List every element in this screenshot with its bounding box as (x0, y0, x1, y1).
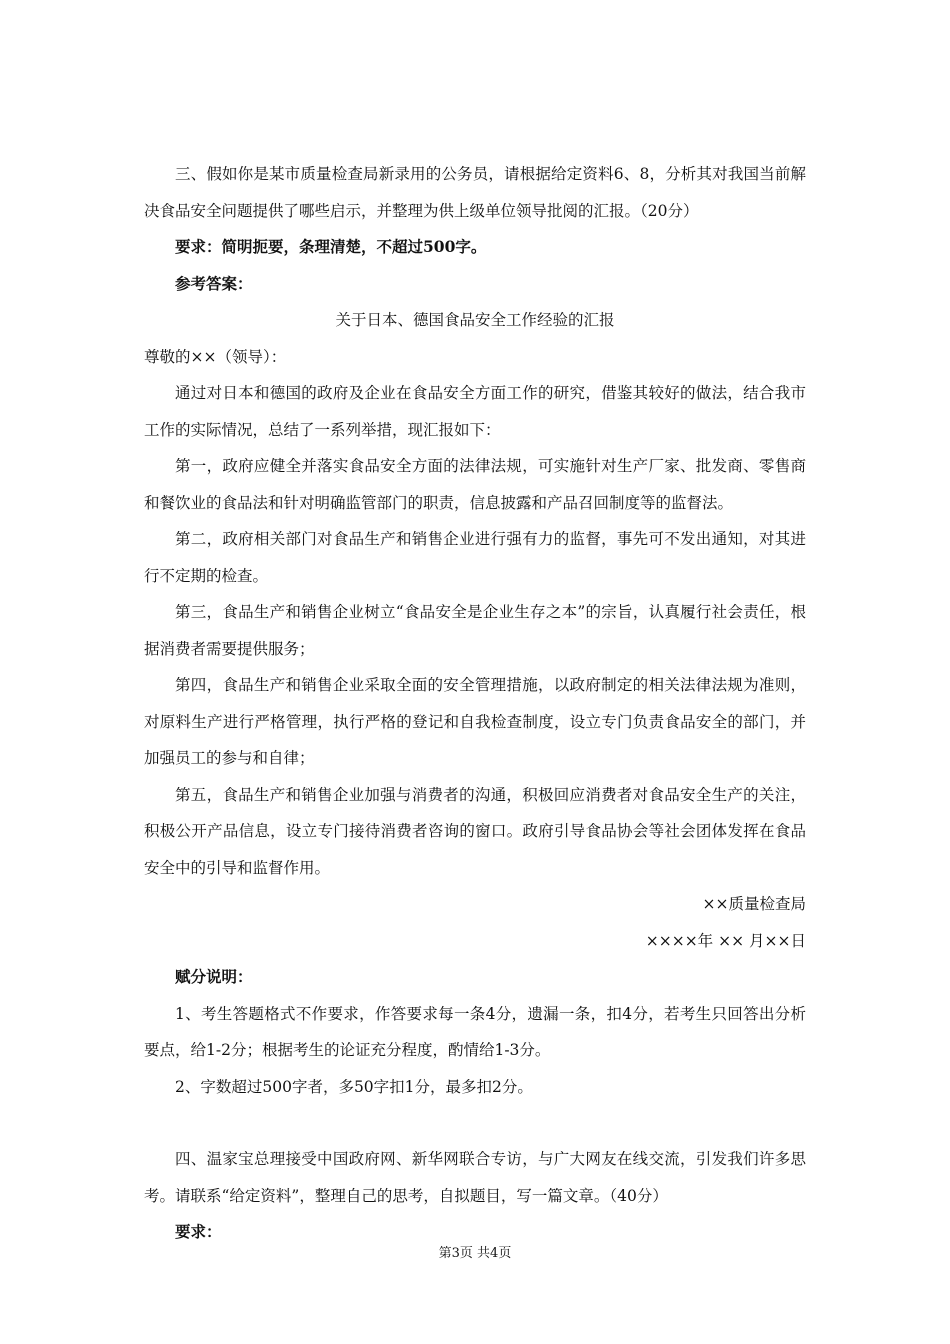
report-point-4: 第四，食品生产和销售企业采取全面的安全管理措施，以政府制定的相关法律法规为准则，对原料生产进行严格管理，执行严格的登记和自我检查制度，设立专门负责食品安全的部门，并加强员工的参与和自律； (144, 676, 806, 767)
report-point-3: 第三，食品生产和销售企业树立“食品安全是企业生存之本”的宗旨，认真履行社会责任，根据消费者需要提供服务； (144, 603, 806, 658)
scoring-heading: 赋分说明： (175, 967, 253, 986)
report-intro: 通过对日本和德国的政府及企业在食品安全方面工作的研究，借鉴其较好的做法，结合我市工作的实际情况，总结了一系列举措，现汇报如下： (144, 384, 806, 439)
signature-org: ××质量检查局 (702, 895, 806, 913)
scoring-item-1: 1、考生答题格式不作要求，作答要求每一条4分，遗漏一条，扣4分，若考生只回答出分析要点，给1-2分；根据考生的论证充分程度，酌情给1-3分。 (144, 1004, 806, 1059)
signature-date: ××××年 ×× 月××日 (645, 931, 806, 950)
page-footer: 第3页 共4页 (438, 1246, 512, 1261)
question-3-prompt: 三、假如你是某市质量检查局新录用的公务员，请根据给定资料6、8，分析其对我国当前解决食品安全问题提供了哪些启示，并整理为供上级单位领导批阅的汇报。（20分） (144, 165, 806, 220)
report-point-5: 第五，食品生产和销售企业加强与消费者的沟通，积极回应消费者对食品安全生产的关注，积极公开产品信息，设立专门接待消费者咨询的窗口。政府引导食品协会等社会团体发挥在食品安全中的引导和监督作用。 (144, 785, 806, 877)
question-4-prompt: 四、温家宝总理接受中国政府网、新华网联合专访，与广大网友在线交流，引发我们许多思考。请联系“给定资料”，整理自己的思考，自拟题目，写一篇文章。（40分） (144, 1150, 806, 1205)
report-point-1: 第一，政府应健全并落实食品安全方面的法律法规，可实施针对生产厂家、批发商、零售商和餐饮业的食品法和针对明确监管部门的职责，信息披露和产品召回制度等的监督法。 (144, 457, 806, 512)
report-point-2: 第二，政府相关部门对食品生产和销售企业进行强有力的监督，事先可不发出通知，对其进行不定期的检查。 (144, 530, 806, 585)
question-4-requirement-heading: 要求： (175, 1222, 222, 1241)
answer-heading: 参考答案： (175, 273, 253, 293)
report-salutation: 尊敬的××（领导）： (144, 347, 287, 366)
scoring-item-2: 2、字数超过500字者，多50字扣1分，最多扣2分。 (175, 1077, 533, 1096)
report-title: 关于日本、德国食品安全工作经验的汇报 (335, 311, 615, 329)
page-content (144, 156, 806, 1251)
question-3-requirement: 要求：简明扼要，条理清楚，不超过500字。 (175, 237, 487, 256)
section-spacer (144, 1105, 806, 1141)
